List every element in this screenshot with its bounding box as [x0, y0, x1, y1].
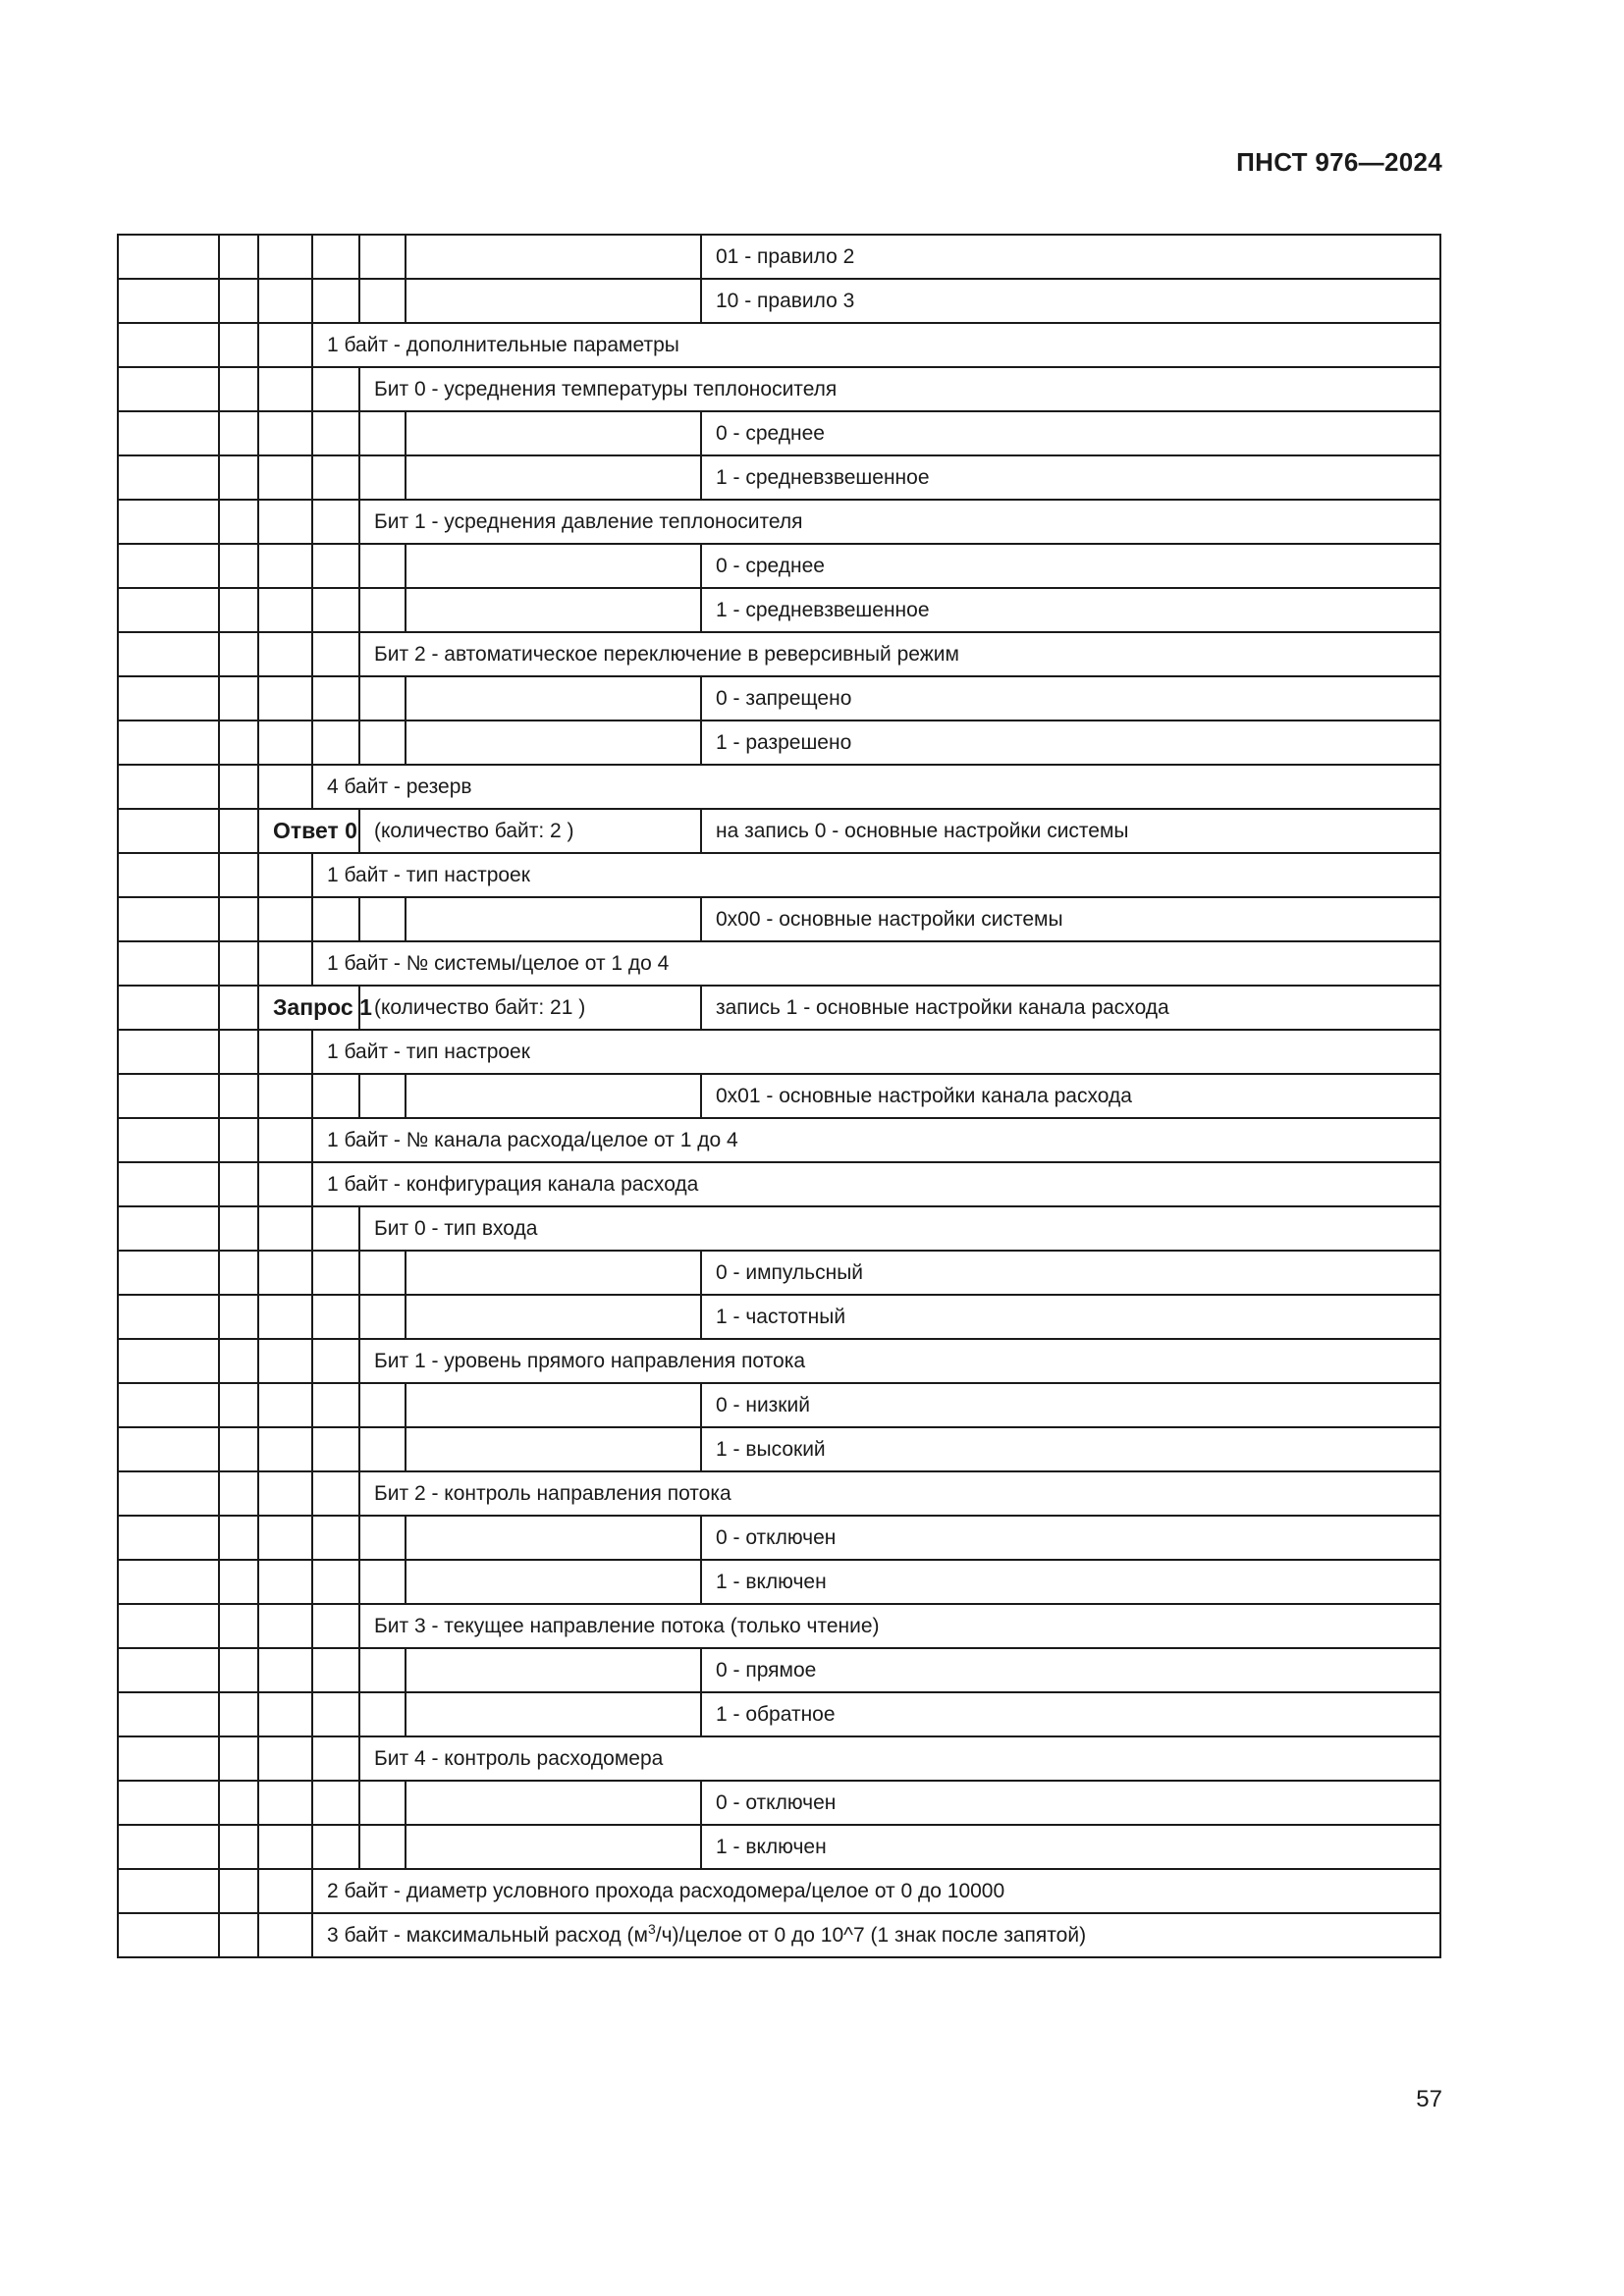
empty-cell: [258, 1913, 312, 1957]
empty-cell: [258, 1030, 312, 1074]
empty-cell: [118, 1736, 219, 1781]
option-value-cell: 1 - частотный: [701, 1295, 1440, 1339]
empty-cell: [258, 367, 312, 411]
empty-cell: [219, 455, 258, 500]
empty-cell: [118, 1383, 219, 1427]
empty-cell: [406, 676, 701, 721]
empty-cell: [219, 897, 258, 941]
empty-cell: [312, 500, 359, 544]
empty-cell: [359, 455, 406, 500]
table-row: [118, 1648, 1440, 1692]
empty-cell: [118, 1648, 219, 1692]
empty-cell: [406, 1427, 701, 1471]
empty-cell: [406, 279, 701, 323]
option-value-cell: 0x01 - основные настройки канала расхода: [701, 1074, 1440, 1118]
table-row: [118, 1295, 1440, 1339]
table-row: [118, 632, 1440, 676]
table-row: [118, 1692, 1440, 1736]
empty-cell: [219, 411, 258, 455]
empty-cell: [312, 1692, 359, 1736]
empty-cell: [118, 1604, 219, 1648]
empty-cell: [406, 1295, 701, 1339]
bit-description-cell: Бит 1 - уровень прямого направления потока: [359, 1339, 1440, 1383]
table-row: [118, 1162, 1440, 1206]
bit-description-cell: Бит 2 - автоматическое переключение в реверсивный режим: [359, 632, 1440, 676]
empty-cell: [359, 544, 406, 588]
empty-cell: [312, 1560, 359, 1604]
empty-cell: [406, 897, 701, 941]
empty-cell: [118, 1074, 219, 1118]
empty-cell: [359, 1427, 406, 1471]
empty-cell: [312, 1825, 359, 1869]
empty-cell: [359, 1074, 406, 1118]
empty-cell: [312, 676, 359, 721]
empty-cell: [312, 1471, 359, 1516]
byte-description-cell: 1 байт - тип настроек: [312, 853, 1440, 897]
table-row: [118, 809, 1440, 853]
empty-cell: [312, 632, 359, 676]
empty-cell: [406, 544, 701, 588]
empty-cell: [258, 235, 312, 279]
empty-cell: [118, 765, 219, 809]
empty-cell: [406, 1074, 701, 1118]
table-row: [118, 1560, 1440, 1604]
option-value-cell: 10 - правило 3: [701, 279, 1440, 323]
empty-cell: [258, 1781, 312, 1825]
option-value-cell: 1 - средневзвешенное: [701, 588, 1440, 632]
empty-cell: [258, 1074, 312, 1118]
option-value-cell: 0 - отключен: [701, 1516, 1440, 1560]
empty-cell: [118, 588, 219, 632]
empty-cell: [118, 1030, 219, 1074]
empty-cell: [258, 1251, 312, 1295]
empty-cell: [359, 1516, 406, 1560]
table-row: [118, 1604, 1440, 1648]
empty-cell: [312, 721, 359, 765]
empty-cell: [312, 1648, 359, 1692]
empty-cell: [258, 676, 312, 721]
empty-cell: [219, 721, 258, 765]
empty-cell: [258, 1604, 312, 1648]
option-value-cell: 1 - высокий: [701, 1427, 1440, 1471]
byte-description-cell: 1 байт - тип настроек: [312, 1030, 1440, 1074]
byte-count-cell: (количество байт: 21 ): [359, 986, 701, 1030]
option-value-cell: 1 - обратное: [701, 1692, 1440, 1736]
superscript: 3: [647, 1920, 656, 1937]
empty-cell: [359, 411, 406, 455]
table-row: [118, 1913, 1440, 1957]
table-row: [118, 411, 1440, 455]
table-row: [118, 853, 1440, 897]
bit-description-cell: Бит 2 - контроль направления потока: [359, 1471, 1440, 1516]
option-value-cell: 1 - включен: [701, 1560, 1440, 1604]
empty-cell: [219, 1074, 258, 1118]
page-number: 57: [1416, 2086, 1442, 2112]
empty-cell: [258, 1560, 312, 1604]
option-value-cell: 1 - средневзвешенное: [701, 455, 1440, 500]
empty-cell: [258, 1427, 312, 1471]
empty-cell: [118, 1781, 219, 1825]
byte-description-cell: 1 байт - дополнительные параметры: [312, 323, 1440, 367]
empty-cell: [219, 1604, 258, 1648]
empty-cell: [359, 279, 406, 323]
empty-cell: [219, 986, 258, 1030]
empty-cell: [258, 1295, 312, 1339]
empty-cell: [118, 676, 219, 721]
table-row: [118, 1074, 1440, 1118]
empty-cell: [118, 235, 219, 279]
protocol-spec-table: [117, 234, 1441, 1958]
empty-cell: [258, 941, 312, 986]
empty-cell: [406, 1648, 701, 1692]
empty-cell: [312, 588, 359, 632]
empty-cell: [118, 809, 219, 853]
empty-cell: [118, 279, 219, 323]
empty-cell: [312, 1604, 359, 1648]
empty-cell: [258, 500, 312, 544]
empty-cell: [312, 1781, 359, 1825]
byte-description-cell: 4 байт - резерв: [312, 765, 1440, 809]
empty-cell: [312, 1736, 359, 1781]
option-value-cell: 0 - импульсный: [701, 1251, 1440, 1295]
empty-cell: [118, 1295, 219, 1339]
table-row: [118, 279, 1440, 323]
empty-cell: [118, 1118, 219, 1162]
option-value-cell: 0 - прямое: [701, 1648, 1440, 1692]
byte-description-cell: 2 байт - диаметр условного прохода расходомера/целое от 0 до 10000: [312, 1869, 1440, 1913]
table-row: [118, 500, 1440, 544]
empty-cell: [406, 1560, 701, 1604]
table-row: [118, 765, 1440, 809]
empty-cell: [258, 455, 312, 500]
empty-cell: [219, 1206, 258, 1251]
table-row: [118, 1427, 1440, 1471]
empty-cell: [312, 1206, 359, 1251]
option-value-cell: 1 - включен: [701, 1825, 1440, 1869]
option-value-cell: 0 - отключен: [701, 1781, 1440, 1825]
empty-cell: [258, 1825, 312, 1869]
bit-description-cell: Бит 0 - тип входа: [359, 1206, 1440, 1251]
empty-cell: [359, 721, 406, 765]
empty-cell: [118, 1206, 219, 1251]
table-row: [118, 1869, 1440, 1913]
byte-description-cell: 1 байт - № канала расхода/целое от 1 до 4: [312, 1118, 1440, 1162]
empty-cell: [219, 279, 258, 323]
empty-cell: [219, 500, 258, 544]
empty-cell: [258, 323, 312, 367]
empty-cell: [406, 721, 701, 765]
empty-cell: [219, 1339, 258, 1383]
empty-cell: [118, 1516, 219, 1560]
empty-cell: [359, 1692, 406, 1736]
empty-cell: [219, 809, 258, 853]
empty-cell: [118, 367, 219, 411]
empty-cell: [118, 1471, 219, 1516]
empty-cell: [219, 1030, 258, 1074]
text-part: /ч)/целое от 0 до 10^7 (1 знак после запятой): [655, 1923, 1087, 1947]
table-row: [118, 941, 1440, 986]
empty-cell: [118, 544, 219, 588]
empty-cell: [219, 1736, 258, 1781]
empty-cell: [258, 1736, 312, 1781]
empty-cell: [118, 500, 219, 544]
empty-cell: [312, 1251, 359, 1295]
empty-cell: [312, 897, 359, 941]
empty-cell: [118, 1913, 219, 1957]
table-row: [118, 455, 1440, 500]
option-value-cell: 0 - среднее: [701, 411, 1440, 455]
table-row: [118, 1516, 1440, 1560]
empty-cell: [406, 1692, 701, 1736]
empty-cell: [219, 765, 258, 809]
empty-cell: [118, 897, 219, 941]
empty-cell: [312, 367, 359, 411]
bit-description-cell: Бит 1 - усреднения давление теплоносителя: [359, 500, 1440, 544]
empty-cell: [118, 853, 219, 897]
empty-cell: [406, 455, 701, 500]
empty-cell: [359, 1648, 406, 1692]
empty-cell: [406, 1781, 701, 1825]
empty-cell: [219, 1516, 258, 1560]
empty-cell: [258, 721, 312, 765]
empty-cell: [312, 279, 359, 323]
empty-cell: [219, 588, 258, 632]
empty-cell: [219, 1560, 258, 1604]
empty-cell: [258, 1648, 312, 1692]
empty-cell: [312, 1074, 359, 1118]
empty-cell: [406, 588, 701, 632]
option-value-cell: 0x00 - основные настройки системы: [701, 897, 1440, 941]
empty-cell: [118, 411, 219, 455]
empty-cell: [258, 1383, 312, 1427]
empty-cell: [359, 1251, 406, 1295]
byte-description-cell: 1 байт - конфигурация канала расхода: [312, 1162, 1440, 1206]
table-row: [118, 1206, 1440, 1251]
table-row: [118, 676, 1440, 721]
empty-cell: [219, 544, 258, 588]
message-label-cell: Запрос 1: [258, 986, 359, 1030]
empty-cell: [406, 1825, 701, 1869]
message-description-cell: запись 1 - основные настройки канала расхода: [701, 986, 1440, 1030]
empty-cell: [219, 1471, 258, 1516]
empty-cell: [118, 455, 219, 500]
empty-cell: [118, 1339, 219, 1383]
empty-cell: [258, 279, 312, 323]
table-row: [118, 1825, 1440, 1869]
empty-cell: [359, 1560, 406, 1604]
empty-cell: [312, 1295, 359, 1339]
message-label-cell: Ответ 0: [258, 809, 359, 853]
empty-cell: [219, 1427, 258, 1471]
table-row: [118, 721, 1440, 765]
table-row: [118, 1471, 1440, 1516]
empty-cell: [406, 1516, 701, 1560]
empty-cell: [359, 1781, 406, 1825]
empty-cell: [406, 411, 701, 455]
empty-cell: [258, 1118, 312, 1162]
empty-cell: [219, 323, 258, 367]
empty-cell: [406, 1251, 701, 1295]
empty-cell: [219, 676, 258, 721]
table-row: [118, 1781, 1440, 1825]
byte-description-cell: [312, 1913, 1440, 1957]
empty-cell: [359, 1825, 406, 1869]
option-value-cell: 01 - правило 2: [701, 235, 1440, 279]
table-row: [118, 897, 1440, 941]
empty-cell: [312, 1427, 359, 1471]
table-row: [118, 1383, 1440, 1427]
empty-cell: [258, 1869, 312, 1913]
empty-cell: [359, 1295, 406, 1339]
option-value-cell: 0 - среднее: [701, 544, 1440, 588]
empty-cell: [258, 853, 312, 897]
empty-cell: [359, 1383, 406, 1427]
table-row: [118, 235, 1440, 279]
empty-cell: [359, 676, 406, 721]
table-row: [118, 1339, 1440, 1383]
empty-cell: [219, 1251, 258, 1295]
empty-cell: [258, 411, 312, 455]
empty-cell: [258, 632, 312, 676]
empty-cell: [258, 1516, 312, 1560]
empty-cell: [219, 1869, 258, 1913]
empty-cell: [219, 1383, 258, 1427]
empty-cell: [219, 941, 258, 986]
empty-cell: [258, 1162, 312, 1206]
empty-cell: [219, 235, 258, 279]
table-row: [118, 1118, 1440, 1162]
byte-description-cell: 1 байт - № системы/целое от 1 до 4: [312, 941, 1440, 986]
empty-cell: [219, 1913, 258, 1957]
empty-cell: [258, 1206, 312, 1251]
table-row: [118, 986, 1440, 1030]
empty-cell: [312, 411, 359, 455]
table-row: [118, 1736, 1440, 1781]
empty-cell: [118, 1869, 219, 1913]
empty-cell: [219, 367, 258, 411]
empty-cell: [258, 897, 312, 941]
empty-cell: [118, 1427, 219, 1471]
table-body: [118, 235, 1440, 1957]
option-value-cell: 1 - разрешено: [701, 721, 1440, 765]
empty-cell: [219, 1648, 258, 1692]
empty-cell: [359, 897, 406, 941]
empty-cell: [406, 1383, 701, 1427]
bit-description-cell: Бит 4 - контроль расходомера: [359, 1736, 1440, 1781]
empty-cell: [312, 1383, 359, 1427]
empty-cell: [118, 1560, 219, 1604]
empty-cell: [219, 1692, 258, 1736]
option-value-cell: 0 - низкий: [701, 1383, 1440, 1427]
empty-cell: [312, 455, 359, 500]
empty-cell: [312, 1516, 359, 1560]
empty-cell: [258, 588, 312, 632]
empty-cell: [219, 1118, 258, 1162]
empty-cell: [258, 1471, 312, 1516]
table-row: [118, 588, 1440, 632]
text-part: 3 байт - максимальный расход (м: [327, 1923, 648, 1947]
table-row: [118, 367, 1440, 411]
empty-cell: [258, 544, 312, 588]
empty-cell: [118, 1251, 219, 1295]
message-description-cell: на запись 0 - основные настройки системы: [701, 809, 1440, 853]
table-row: [118, 544, 1440, 588]
empty-cell: [219, 1781, 258, 1825]
empty-cell: [118, 721, 219, 765]
table-row: [118, 323, 1440, 367]
bit-description-cell: Бит 3 - текущее направление потока (только чтение): [359, 1604, 1440, 1648]
bit-description-cell: Бит 0 - усреднения температуры теплоносителя: [359, 367, 1440, 411]
empty-cell: [219, 1825, 258, 1869]
empty-cell: [258, 1692, 312, 1736]
empty-cell: [312, 1339, 359, 1383]
empty-cell: [118, 941, 219, 986]
empty-cell: [359, 235, 406, 279]
empty-cell: [118, 1692, 219, 1736]
empty-cell: [118, 632, 219, 676]
empty-cell: [312, 544, 359, 588]
byte-count-cell: (количество байт: 2 ): [359, 809, 701, 853]
empty-cell: [219, 1162, 258, 1206]
empty-cell: [258, 1339, 312, 1383]
table-row: [118, 1030, 1440, 1074]
table-row: [118, 1251, 1440, 1295]
option-value-cell: 0 - запрещено: [701, 676, 1440, 721]
empty-cell: [118, 323, 219, 367]
empty-cell: [258, 765, 312, 809]
empty-cell: [118, 986, 219, 1030]
empty-cell: [219, 632, 258, 676]
empty-cell: [312, 235, 359, 279]
document-code: ПНСТ 976—2024: [1236, 147, 1442, 177]
empty-cell: [406, 235, 701, 279]
empty-cell: [219, 1295, 258, 1339]
empty-cell: [219, 853, 258, 897]
empty-cell: [359, 588, 406, 632]
empty-cell: [118, 1162, 219, 1206]
empty-cell: [118, 1825, 219, 1869]
